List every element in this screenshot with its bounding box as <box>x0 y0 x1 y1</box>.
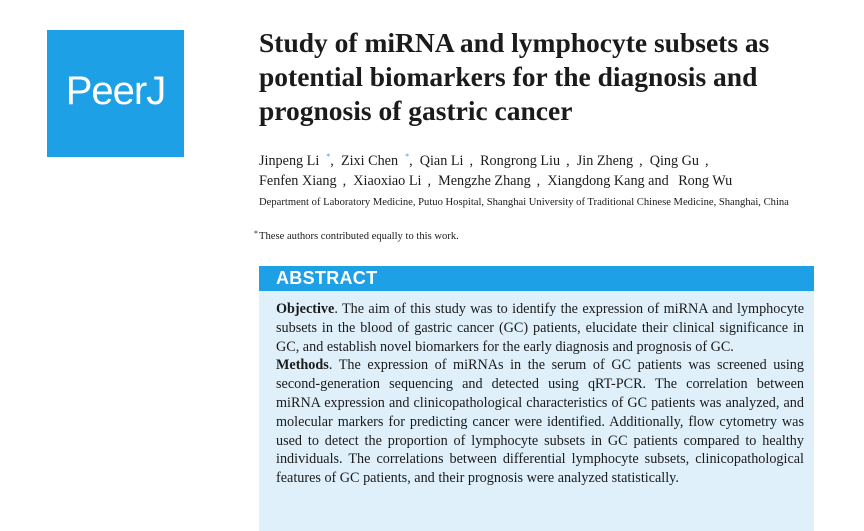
author-name[interactable]: Rongrong Liu <box>480 153 561 169</box>
author-name[interactable]: Xiangdong Kang and <box>547 173 669 189</box>
peerj-logo <box>47 30 184 157</box>
equal-contribution-mark: * <box>326 152 331 161</box>
section-label: Methods <box>276 357 329 374</box>
abstract-body <box>259 291 814 531</box>
author-name[interactable]: Jin Zheng <box>576 153 634 169</box>
author-name[interactable]: Zixi Chen <box>340 153 399 169</box>
abstract-section-methods <box>276 356 804 488</box>
abstract-heading: ABSTRACT <box>276 268 378 288</box>
equal-contribution-mark: * <box>405 152 410 161</box>
author-name[interactable]: Mengzhe Zhang <box>438 173 531 189</box>
equal-contribution-note <box>254 228 814 243</box>
abstract-header <box>259 266 814 291</box>
equal-contribution-mark: * <box>254 229 258 238</box>
section-text: . The aim of this study was to identify the expression of miRNA and lymphocyte subsets in the blood of gastric cancer (GC) patients, elucidate their clinical significance in GC, and establish novel biomarkers for the early diagnosis and prognosis of GC. <box>276 301 804 355</box>
section-text: . The expression of miRNAs in the serum of GC patients was screened using second-generation sequencing and detected using qRT-PCR. The correlation between miRNA expression and clinicopathological characteristics of GC patients was analyzed, and molecular markers for predicting cancer were identified. Additionally, flow cytometry was used to detect the proportion of lymphocyte subsets in GC patients compared to healthy individuals. The correlations between differential lymphocyte subsets, clinicopathological features of GC patients, and their prognosis were analyzed statistically. <box>276 357 804 487</box>
paper-title: Study of miRNA and lymphocyte subsets as potential biomarkers for the diagnosis and prognosis of gastric cancer <box>259 27 770 126</box>
author-name[interactable]: Qian Li <box>419 153 464 169</box>
author-name[interactable]: Jinpeng Li <box>259 153 320 169</box>
section-label: Objective <box>276 301 335 317</box>
author-name[interactable]: Qing Gu <box>649 153 699 169</box>
equal-contribution-text: These authors contributed equally to this work. <box>259 231 459 242</box>
author-list: Jinpeng Li *, Zixi Chen *, Qian Li , Rongrong Liu , Jin Zheng , Qing Gu , Fenfen Xiang , Xiaoxiao Li , Mengzhe Zhang , Xiangdong Kang and Rong Wu <box>259 152 733 189</box>
author-name[interactable]: Fenfen Xiang <box>259 173 337 189</box>
abstract-section-objective <box>276 300 804 356</box>
affiliation: Department of Laboratory Medicine, Putuo Hospital, Shanghai University of Traditional Chinese Medicine, Shanghai, China <box>259 197 789 208</box>
author-name[interactable]: Rong Wu <box>678 173 733 189</box>
logo-text: PeerJ <box>65 69 166 113</box>
author-name[interactable]: Xiaoxiao Li <box>353 173 422 189</box>
